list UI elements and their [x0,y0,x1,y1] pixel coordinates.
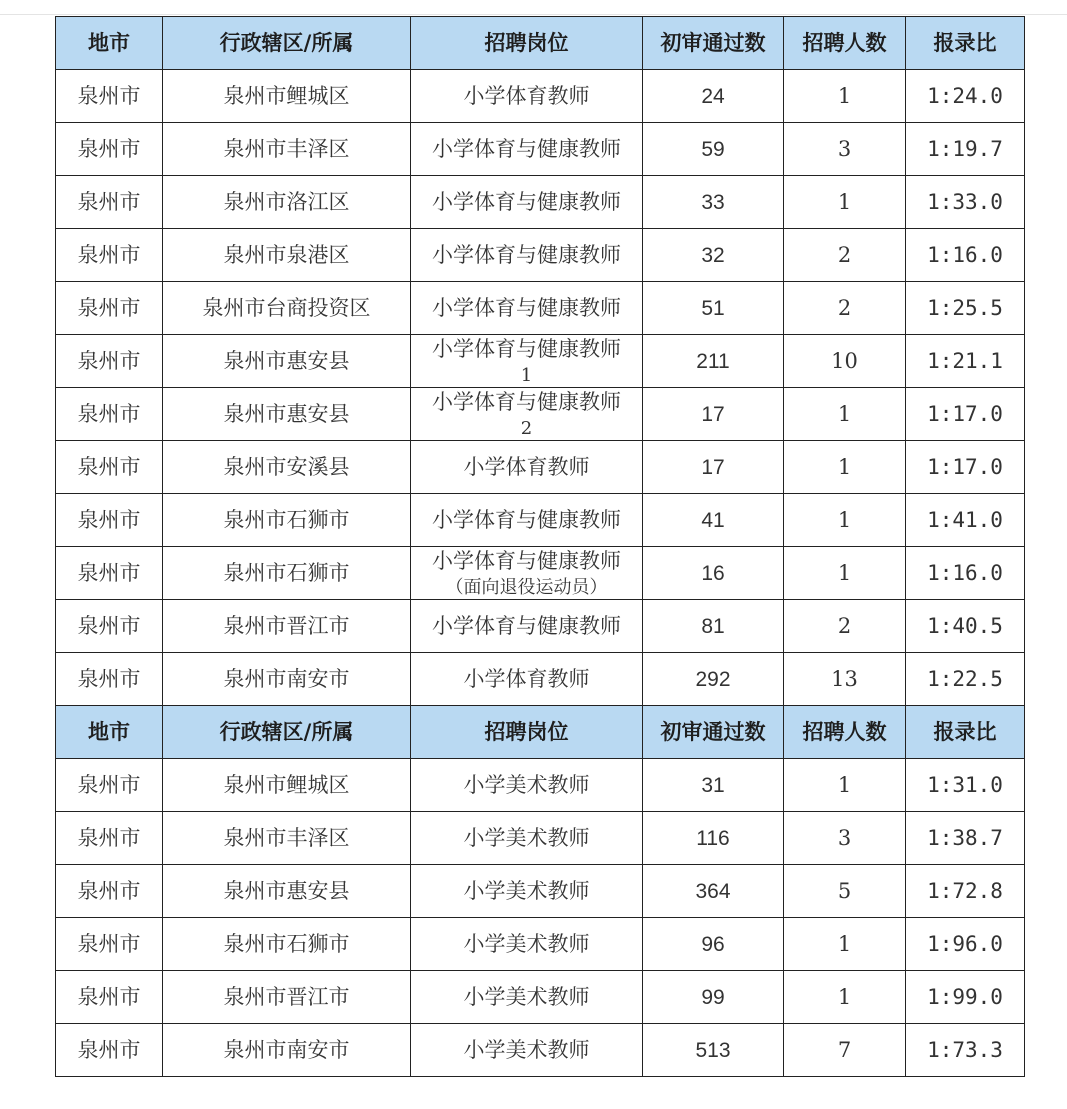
cell-position: 小学体育与健康教师 [411,494,643,547]
cell-district: 泉州市台商投资区 [163,282,411,335]
cell-ratio: 1:25.5 [906,282,1025,335]
header-district: 行政辖区/所属 [163,706,411,759]
cell-passed-count: 211 [643,335,784,388]
cell-district: 泉州市惠安县 [163,388,411,441]
cell-passed-count: 292 [643,653,784,706]
cell-ratio: 1:24.0 [906,70,1025,123]
cell-position: 小学体育与健康教师 [411,282,643,335]
cell-ratio: 1:99.0 [906,971,1025,1024]
cell-passed-count: 51 [643,282,784,335]
cell-hire-count: 1 [784,759,906,812]
position-multiline [411,388,642,440]
cell-hire-count: 3 [784,123,906,176]
position-title: 小学体育与健康教师 [432,549,621,573]
header-position: 招聘岗位 [411,17,643,70]
cell-position: 小学美术教师 [411,865,643,918]
cell-passed-count: 99 [643,971,784,1024]
cell-ratio: 1:31.0 [906,759,1025,812]
cell-passed-count: 16 [643,547,784,600]
cell-position: 小学美术教师 [411,971,643,1024]
cell-ratio: 1:38.7 [906,812,1025,865]
cell-passed-count: 96 [643,918,784,971]
cell-position [411,388,643,441]
header-hires: 招聘人数 [784,706,906,759]
table-row [56,865,1025,918]
table-row [56,812,1025,865]
header-ratio: 报录比 [906,706,1025,759]
cell-hire-count: 3 [784,812,906,865]
position-multiline [411,547,642,599]
cell-district: 泉州市晋江市 [163,971,411,1024]
position-multiline [411,335,642,387]
cell-position: 小学美术教师 [411,812,643,865]
cell-ratio: 1:40.5 [906,600,1025,653]
cell-hire-count: 2 [784,282,906,335]
position-subtitle: 2 [520,418,533,439]
cell-hire-count: 1 [784,547,906,600]
position-subtitle: （面向退役运动员） [445,577,608,598]
table-row [56,653,1025,706]
table-row [56,918,1025,971]
cell-city: 泉州市 [56,335,163,388]
cell-position [411,547,643,600]
cell-ratio: 1:17.0 [906,441,1025,494]
cell-district: 泉州市鲤城区 [163,70,411,123]
table-header-row [56,706,1025,759]
cell-city: 泉州市 [56,759,163,812]
cell-district: 泉州市晋江市 [163,600,411,653]
cell-ratio: 1:22.5 [906,653,1025,706]
cell-position: 小学体育教师 [411,70,643,123]
table-row [56,759,1025,812]
cell-passed-count: 17 [643,388,784,441]
header-position: 招聘岗位 [411,706,643,759]
cell-city: 泉州市 [56,388,163,441]
table-row [56,70,1025,123]
cell-position [411,335,643,388]
cell-ratio: 1:19.7 [906,123,1025,176]
cell-passed-count: 24 [643,70,784,123]
table-row [56,335,1025,388]
cell-ratio: 1:41.0 [906,494,1025,547]
cell-passed-count: 33 [643,176,784,229]
cell-district: 泉州市惠安县 [163,335,411,388]
cell-ratio: 1:16.0 [906,229,1025,282]
cell-position: 小学美术教师 [411,918,643,971]
cell-passed-count: 364 [643,865,784,918]
cell-district: 泉州市南安市 [163,653,411,706]
cell-city: 泉州市 [56,70,163,123]
cell-hire-count: 10 [784,335,906,388]
table-row [56,123,1025,176]
cell-ratio: 1:21.1 [906,335,1025,388]
cell-district: 泉州市洛江区 [163,176,411,229]
cell-city: 泉州市 [56,600,163,653]
cell-position: 小学体育与健康教师 [411,176,643,229]
cell-city: 泉州市 [56,653,163,706]
cell-position: 小学美术教师 [411,759,643,812]
cell-district: 泉州市安溪县 [163,441,411,494]
cell-ratio: 1:96.0 [906,918,1025,971]
header-district: 行政辖区/所属 [163,17,411,70]
cell-passed-count: 513 [643,1024,784,1077]
cell-district: 泉州市泉港区 [163,229,411,282]
table-row [56,229,1025,282]
table-header-row [56,17,1025,70]
cell-city: 泉州市 [56,918,163,971]
cell-passed-count: 59 [643,123,784,176]
header-hires: 招聘人数 [784,17,906,70]
cell-position: 小学体育与健康教师 [411,123,643,176]
cell-position: 小学体育教师 [411,653,643,706]
table-row [56,547,1025,600]
cell-district: 泉州市丰泽区 [163,123,411,176]
cell-city: 泉州市 [56,971,163,1024]
cell-hire-count: 1 [784,70,906,123]
position-subtitle: 1 [520,365,533,386]
cell-hire-count: 1 [784,918,906,971]
table-row [56,494,1025,547]
cell-position: 小学美术教师 [411,1024,643,1077]
cell-city: 泉州市 [56,123,163,176]
cell-district: 泉州市丰泽区 [163,812,411,865]
cell-ratio: 1:72.8 [906,865,1025,918]
cell-city: 泉州市 [56,865,163,918]
cell-hire-count: 1 [784,441,906,494]
table-row [56,600,1025,653]
cell-district: 泉州市惠安县 [163,865,411,918]
cell-district: 泉州市石狮市 [163,547,411,600]
cell-passed-count: 41 [643,494,784,547]
cell-position: 小学体育与健康教师 [411,600,643,653]
table-row [56,176,1025,229]
cell-district: 泉州市石狮市 [163,494,411,547]
cell-passed-count: 116 [643,812,784,865]
cell-hire-count: 1 [784,494,906,547]
top-divider-line [0,14,1067,15]
header-passed: 初审通过数 [643,17,784,70]
cell-district: 泉州市石狮市 [163,918,411,971]
cell-district: 泉州市鲤城区 [163,759,411,812]
cell-hire-count: 5 [784,865,906,918]
cell-hire-count: 13 [784,653,906,706]
cell-city: 泉州市 [56,229,163,282]
recruitment-ratio-table [55,16,1025,1077]
cell-city: 泉州市 [56,282,163,335]
header-passed: 初审通过数 [643,706,784,759]
cell-position: 小学体育与健康教师 [411,229,643,282]
cell-ratio: 1:17.0 [906,388,1025,441]
cell-city: 泉州市 [56,441,163,494]
header-city: 地市 [56,706,163,759]
cell-passed-count: 32 [643,229,784,282]
cell-ratio: 1:16.0 [906,547,1025,600]
cell-hire-count: 1 [784,971,906,1024]
table-row [56,1024,1025,1077]
position-title: 小学体育与健康教师 [432,337,621,361]
cell-hire-count: 2 [784,229,906,282]
table-row [56,441,1025,494]
cell-ratio: 1:33.0 [906,176,1025,229]
cell-hire-count: 1 [784,388,906,441]
cell-city: 泉州市 [56,494,163,547]
cell-passed-count: 81 [643,600,784,653]
cell-district: 泉州市南安市 [163,1024,411,1077]
cell-ratio: 1:73.3 [906,1024,1025,1077]
cell-position: 小学体育教师 [411,441,643,494]
table-row [56,971,1025,1024]
cell-city: 泉州市 [56,812,163,865]
cell-city: 泉州市 [56,176,163,229]
header-ratio: 报录比 [906,17,1025,70]
table-row [56,388,1025,441]
cell-city: 泉州市 [56,547,163,600]
table-row [56,282,1025,335]
header-city: 地市 [56,17,163,70]
cell-hire-count: 1 [784,176,906,229]
cell-hire-count: 7 [784,1024,906,1077]
cell-city: 泉州市 [56,1024,163,1077]
cell-passed-count: 17 [643,441,784,494]
cell-hire-count: 2 [784,600,906,653]
cell-passed-count: 31 [643,759,784,812]
position-title: 小学体育与健康教师 [432,390,621,414]
